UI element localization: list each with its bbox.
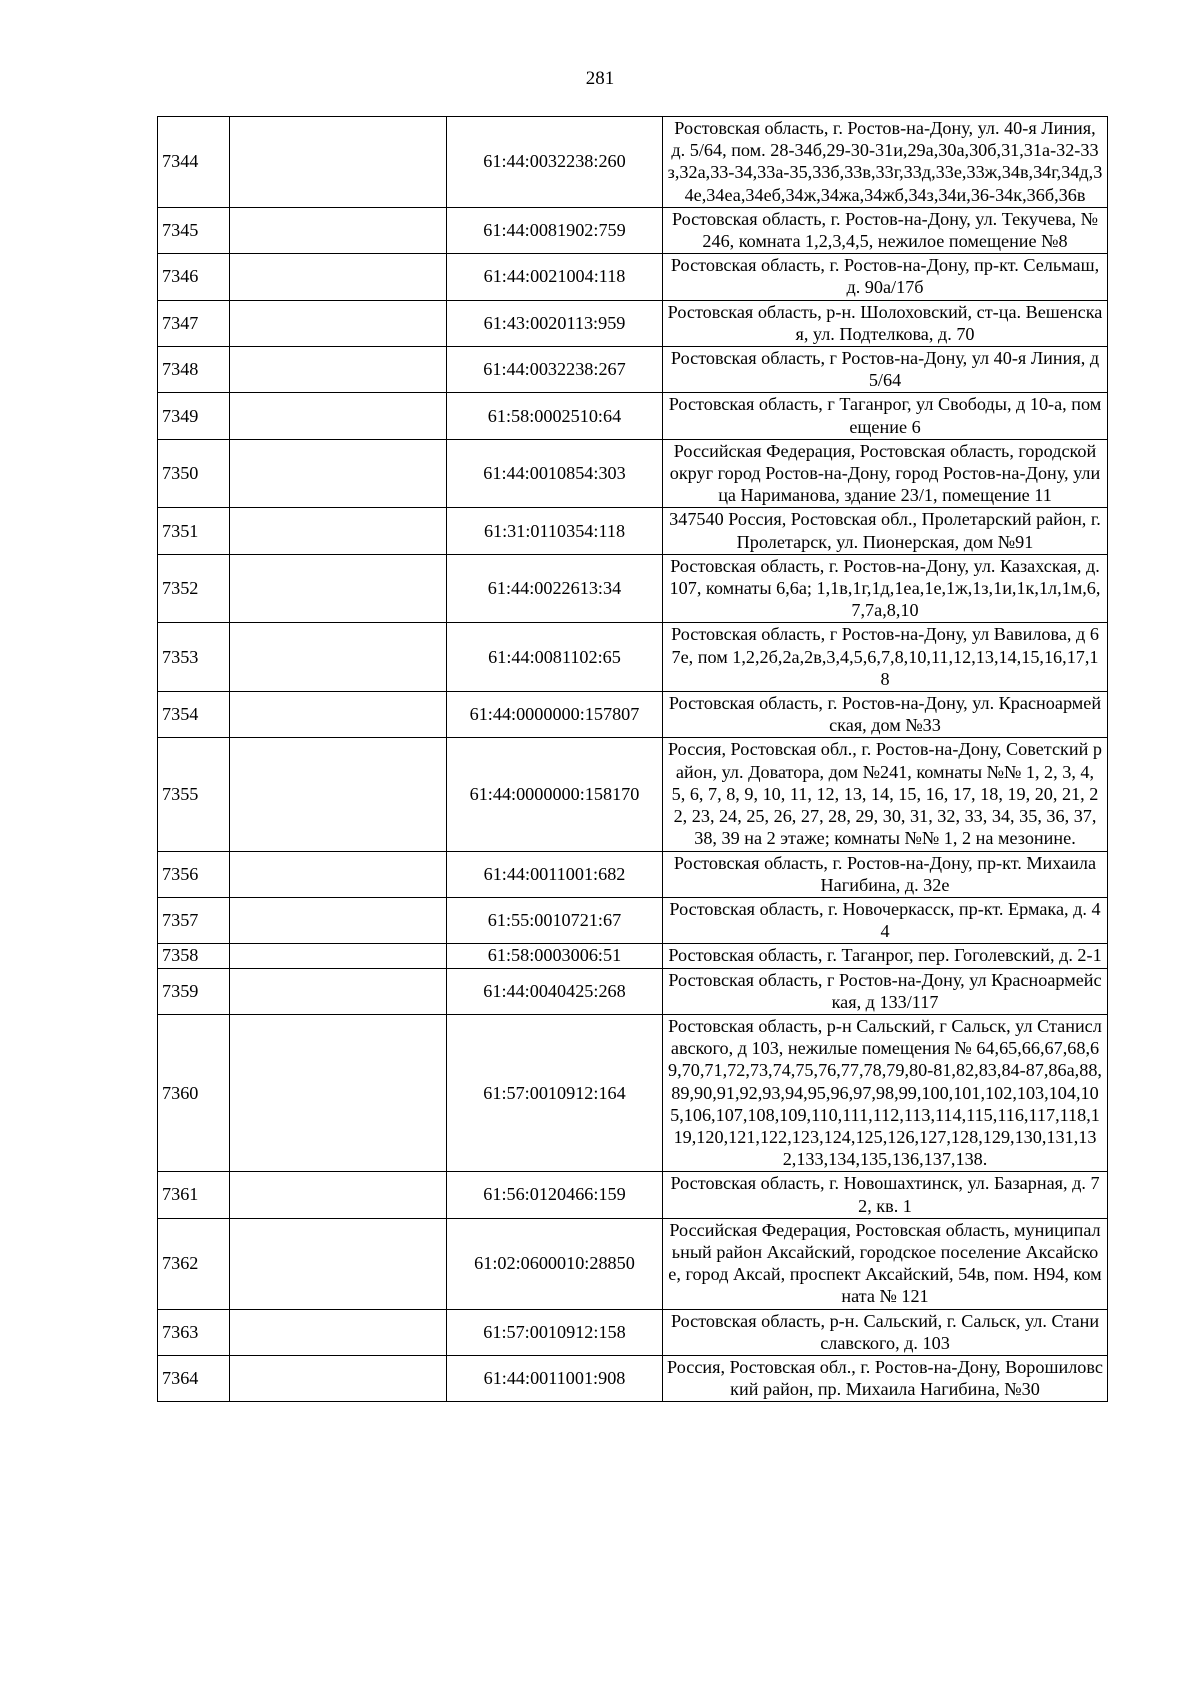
cadastral-number-cell: 61:02:0600010:28850 (447, 1218, 663, 1309)
address-cell: Ростовская область, г Ростов-на-Дону, ул Вавилова, д 67е, пом 1,2,2б,2а,2в,3,4,5,6,7,8,10,11,12,13,14,15,16,17,18 (663, 623, 1108, 692)
empty-column-cell (230, 692, 447, 738)
empty-column-cell (230, 300, 447, 346)
table-row (158, 300, 1108, 346)
empty-column-cell (230, 393, 447, 439)
cadastral-number-cell: 61:44:0040425:268 (447, 968, 663, 1014)
cadastral-number-cell: 61:44:0022613:34 (447, 554, 663, 623)
cadastral-number-cell: 61:44:0010854:303 (447, 439, 663, 508)
cadastral-number-cell: 61:44:0011001:908 (447, 1355, 663, 1401)
address-cell: Ростовская область, г Ростов-на-Дону, ул Красноармейская, д 133/117 (663, 968, 1108, 1014)
cadastral-number-cell: 61:44:0000000:158170 (447, 738, 663, 851)
row-number-cell: 7357 (158, 897, 230, 943)
table-row (158, 851, 1108, 897)
table-row (158, 439, 1108, 508)
cadastral-number-cell: 61:58:0003006:51 (447, 944, 663, 968)
address-cell: Ростовская область, г. Ростов-на-Дону, ул. Казахская, д. 107, комнаты 6,6а; 1,1в,1г,1д,1еа,1е,1ж,1з,1и,1к,1л,1м,6,7,7а,8,10 (663, 554, 1108, 623)
address-cell: Ростовская область, г. Новошахтинск, ул. Базарная, д. 72, кв. 1 (663, 1172, 1108, 1218)
address-cell: Ростовская область, г. Ростов-на-Дону, пр-кт. Михаила Нагибина, д. 32е (663, 851, 1108, 897)
address-cell: Российская Федерация, Ростовская область, городской округ город Ростов-на-Дону, город Ростов-на-Дону, улица Нариманова, здание 23/1, помещение 11 (663, 439, 1108, 508)
cadastral-number-cell: 61:43:0020113:959 (447, 300, 663, 346)
row-number-cell: 7355 (158, 738, 230, 851)
empty-column-cell (230, 554, 447, 623)
row-number-cell: 7350 (158, 439, 230, 508)
empty-column-cell (230, 944, 447, 968)
table-row (158, 1355, 1108, 1401)
address-cell: Ростовская область, р-н. Шолоховский, ст-ца. Вешенская, ул. Подтелкова, д. 70 (663, 300, 1108, 346)
row-number-cell: 7361 (158, 1172, 230, 1218)
row-number-cell: 7354 (158, 692, 230, 738)
cadastral-number-cell: 61:44:0081102:65 (447, 623, 663, 692)
cadastral-number-cell: 61:55:0010721:67 (447, 897, 663, 943)
empty-column-cell (230, 1355, 447, 1401)
empty-column-cell (230, 1309, 447, 1355)
cadastral-number-cell: 61:44:0081902:759 (447, 207, 663, 253)
table-row (158, 393, 1108, 439)
empty-column-cell (230, 738, 447, 851)
row-number-cell: 7344 (158, 117, 230, 208)
cadastral-number-cell: 61:44:0000000:157807 (447, 692, 663, 738)
row-number-cell: 7348 (158, 347, 230, 393)
row-number-cell: 7347 (158, 300, 230, 346)
table-row (158, 1218, 1108, 1309)
empty-column-cell (230, 347, 447, 393)
empty-column-cell (230, 1172, 447, 1218)
table-row (158, 897, 1108, 943)
empty-column-cell (230, 851, 447, 897)
empty-column-cell (230, 508, 447, 554)
cadastral-number-cell: 61:56:0120466:159 (447, 1172, 663, 1218)
row-number-cell: 7352 (158, 554, 230, 623)
table-row (158, 1014, 1108, 1171)
cadastral-number-cell: 61:44:0032238:260 (447, 117, 663, 208)
address-cell: Ростовская область, г Таганрог, ул Свободы, д 10-а, помещение 6 (663, 393, 1108, 439)
address-cell: Ростовская область, г. Ростов-на-Дону, ул. Красноармейская, дом №33 (663, 692, 1108, 738)
row-number-cell: 7345 (158, 207, 230, 253)
empty-column-cell (230, 897, 447, 943)
address-cell: Россия, Ростовская обл., г. Ростов-на-Дону, Советский район, ул. Доватора, дом №241, комнаты №№ 1, 2, 3, 4, 5, 6, 7, 8, 9, 10, 11, 12, 13, 14, 15, 16, 17, 18, 19, 20, 21, 22, 23, 24, 25, 26, 27, 28, 29, 30, 31, 32, 33, 34, 35, 36, 37, 38, 39 на 2 этаже; комнаты №№ 1, 2 на мезонине. (663, 738, 1108, 851)
row-number-cell: 7356 (158, 851, 230, 897)
address-cell: Ростовская область, г. Ростов-на-Дону, ул. Текучева, № 246, комната 1,2,3,4,5, нежилое помещение №8 (663, 207, 1108, 253)
empty-column-cell (230, 207, 447, 253)
row-number-cell: 7360 (158, 1014, 230, 1171)
empty-column-cell (230, 439, 447, 508)
row-number-cell: 7363 (158, 1309, 230, 1355)
empty-column-cell (230, 968, 447, 1014)
cadastral-number-cell: 61:57:0010912:164 (447, 1014, 663, 1171)
table-row (158, 944, 1108, 968)
page-number: 281 (585, 68, 615, 89)
row-number-cell: 7351 (158, 508, 230, 554)
table-row (158, 554, 1108, 623)
address-cell: Ростовская область, р-н Сальский, г Сальск, ул Станиславского, д 103, нежилые помещения № 64,65,66,67,68,69,70,71,72,73,74,75,76,77,78,79,80-81,82,83,84-87,86а,88,89,90,91,92,93,94,95,96,97,98,99,100,101,102,103,104,105,106,107,108,109,110,111,112,113,114,115,116,117,118,119,120,121,122,123,124,125,126,127,128,129,130,131,132,133,134,135,136,137,138. (663, 1014, 1108, 1171)
empty-column-cell (230, 254, 447, 300)
address-cell: Российская Федерация, Ростовская область, муниципальный район Аксайский, городское поселение Аксайское, город Аксай, проспект Аксайский, 54в, пом. Н94, комната № 121 (663, 1218, 1108, 1309)
address-cell: Ростовская область, г. Ростов-на-Дону, ул. 40-я Линия, д. 5/64, пом. 28-34б,29-30-31и,29а,30а,30б,31,31а-32-33з,32а,33-34,33а-35,33б,33в,33г,33д,33е,33ж,34в,34г,34д,34е,34еа,34еб,34ж,34жа,34жб,34з,34и,36-34к,36б,36в (663, 117, 1108, 208)
table-row (158, 207, 1108, 253)
cadastral-number-cell: 61:44:0011001:682 (447, 851, 663, 897)
table-row (158, 738, 1108, 851)
address-cell: Ростовская область, г. Новочеркасск, пр-кт. Ермака, д. 44 (663, 897, 1108, 943)
row-number-cell: 7353 (158, 623, 230, 692)
row-number-cell: 7346 (158, 254, 230, 300)
empty-column-cell (230, 117, 447, 208)
row-number-cell: 7349 (158, 393, 230, 439)
table-row (158, 692, 1108, 738)
row-number-cell: 7359 (158, 968, 230, 1014)
table-row (158, 1172, 1108, 1218)
cadastral-number-cell: 61:31:0110354:118 (447, 508, 663, 554)
table-row (158, 968, 1108, 1014)
cadastral-number-cell: 61:44:0032238:267 (447, 347, 663, 393)
table-row (158, 254, 1108, 300)
registry-table-body (158, 117, 1108, 1402)
empty-column-cell (230, 1014, 447, 1171)
property-registry-table (157, 116, 1108, 1402)
table-row (158, 508, 1108, 554)
cadastral-number-cell: 61:57:0010912:158 (447, 1309, 663, 1355)
address-cell: Россия, Ростовская обл., г. Ростов-на-Дону, Ворошиловский район, пр. Михаила Нагибина, №30 (663, 1355, 1108, 1401)
row-number-cell: 7358 (158, 944, 230, 968)
table-row (158, 623, 1108, 692)
cadastral-number-cell: 61:44:0021004:118 (447, 254, 663, 300)
cadastral-number-cell: 61:58:0002510:64 (447, 393, 663, 439)
table-row (158, 1309, 1108, 1355)
row-number-cell: 7362 (158, 1218, 230, 1309)
table-row (158, 347, 1108, 393)
empty-column-cell (230, 623, 447, 692)
address-cell: Ростовская область, г. Таганрог, пер. Гоголевский, д. 2-1 (663, 944, 1108, 968)
address-cell: Ростовская область, г Ростов-на-Дону, ул 40-я Линия, д 5/64 (663, 347, 1108, 393)
table-row (158, 117, 1108, 208)
row-number-cell: 7364 (158, 1355, 230, 1401)
address-cell: Ростовская область, г. Ростов-на-Дону, пр-кт. Сельмаш, д. 90а/17б (663, 254, 1108, 300)
address-cell: 347540 Россия, Ростовская обл., Пролетарский район, г. Пролетарск, ул. Пионерская, дом №91 (663, 508, 1108, 554)
address-cell: Ростовская область, р-н. Сальский, г. Сальск, ул. Станиславского, д. 103 (663, 1309, 1108, 1355)
empty-column-cell (230, 1218, 447, 1309)
